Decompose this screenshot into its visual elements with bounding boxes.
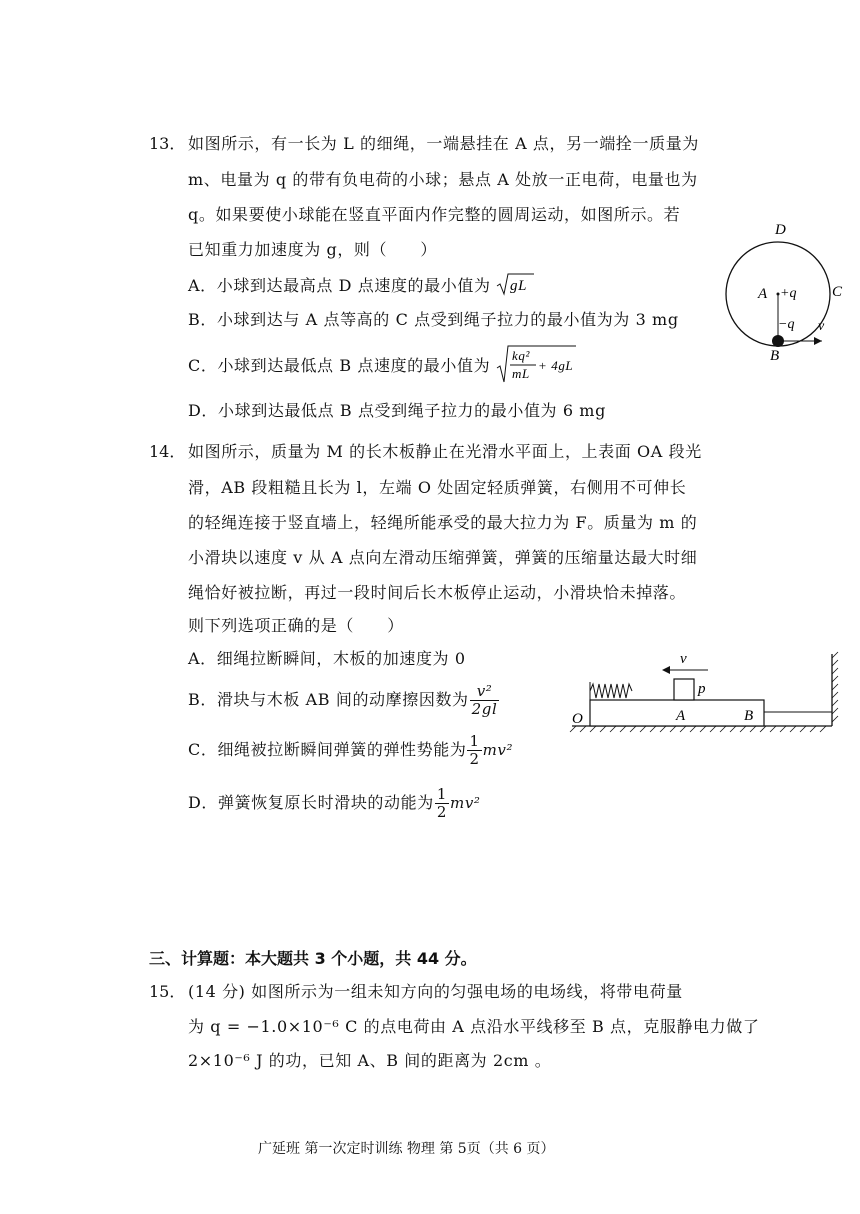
q13-option-b: B．小球到达与 A 点等高的 C 点受到绳子拉力的最小值为为 3 mg — [188, 310, 679, 329]
q13-number: 13． — [149, 134, 186, 153]
q13-line-4: 已知重力加速度为 g，则（ ） — [188, 240, 437, 259]
q13-line-3: q。如果要使小球能在竖直平面内作完整的圆周运动，如图所示。若 — [188, 205, 681, 224]
q14-option-a: A．细绳拉断瞬间，木板的加速度为 0 — [188, 649, 466, 668]
q14-option-d — [188, 786, 481, 821]
sqrt-symbol — [496, 272, 534, 301]
q14-option-b-den: 2gl — [471, 700, 498, 718]
q14-option-c-den: 2 — [469, 750, 480, 768]
q14-line-6: 则下列选项正确的是（ ） — [188, 616, 404, 635]
q14-line-4: 小滑块以速度 v 从 A 点向左滑动压缩弹簧，弹簧的压缩量达最大时细 — [188, 548, 698, 567]
q13-option-c — [188, 344, 576, 389]
q15-line-2: 为 q = −1.0×10⁻⁶ C 的点电荷由 A 点沿水平线移至 B 点，克服静电力做了 — [188, 1017, 760, 1036]
label-o: O — [572, 711, 583, 727]
q15-line-3: 2×10⁻⁶ J 的功，已知 A、B 间的距离为 2cm 。 — [188, 1051, 552, 1070]
q13-option-d: D．小球到达最低点 B 点受到绳子拉力的最小值为 6 mg — [188, 401, 606, 420]
section-heading: 三、计算题：本大题共 3 个小题，共 44 分。 — [149, 949, 477, 968]
fraction — [470, 683, 500, 718]
q14-option-b — [188, 683, 500, 718]
label-minus-q: −q — [778, 317, 795, 332]
q14-line-5: 绳恰好被拉断，再过一段时间后长木板停止运动，小滑块恰未掉落。 — [188, 583, 687, 602]
q13-option-c-num: kq² — [511, 348, 530, 363]
q15-number: 15． — [149, 982, 186, 1001]
q13-circle-figure — [718, 214, 858, 364]
q13-option-a — [188, 272, 534, 301]
label-a: A — [758, 286, 768, 302]
fraction — [435, 786, 449, 821]
q13-line-1: 如图所示，有一长为 L 的细绳，一端悬挂在 A 点，另一端拴一质量为 — [188, 134, 699, 153]
q14-option-b-num: v² — [470, 683, 500, 701]
q14-option-d-tail: mv² — [450, 794, 481, 812]
sqrt-symbol — [496, 344, 576, 389]
q14-option-d-text: D．弹簧恢复原长时滑块的动能为 — [188, 793, 434, 812]
label-c: C — [832, 284, 843, 300]
page-footer: 广延班 第一次定时训练 物理 第 5页（共 6 页） — [258, 1141, 555, 1157]
label-v: v — [680, 651, 687, 667]
q14-option-b-text: B．滑块与木板 AB 间的动摩擦因数为 — [188, 690, 469, 709]
slider-block — [674, 679, 694, 700]
fraction — [467, 733, 481, 768]
label-d: D — [775, 222, 786, 238]
q14-option-d-den: 2 — [436, 803, 447, 821]
label-a: A — [676, 708, 686, 724]
q13-line-2: m、电量为 q 的带有负电荷的小球；悬点 A 处放一正电荷，电量也为 — [188, 170, 698, 189]
spring — [590, 684, 632, 698]
label-v: v — [818, 319, 825, 334]
q14-option-c — [188, 733, 513, 768]
q14-line-1: 如图所示，质量为 M 的长木板静止在光滑水平面上，上表面 OA 段光 — [188, 442, 702, 461]
q13-option-c-den: mL — [511, 366, 530, 381]
q14-line-3: 的轻绳连接于竖直墙上，轻绳所能承受的最大拉力为 F。质量为 m 的 — [188, 513, 698, 532]
q13-option-c-text: C．小球到达最低点 B 点速度的最小值为 — [188, 356, 491, 375]
q14-option-c-tail: mv² — [482, 741, 514, 759]
q14-line-2: 滑，AB 段粗糙且长为 l，左端 O 处固定轻质弹簧，右侧用不可伸长 — [188, 478, 687, 497]
q14-option-c-num: 1 — [469, 732, 480, 750]
q14-option-d-num: 1 — [436, 785, 447, 803]
label-b: B — [770, 348, 780, 364]
q13-option-a-expr: gL — [510, 278, 528, 294]
q14-board-figure — [568, 648, 840, 738]
q14-option-c-text: C．细绳被拉断瞬间弹簧的弹性势能为 — [188, 740, 467, 759]
label-b: B — [744, 708, 754, 724]
label-plus-q: +q — [780, 286, 797, 301]
q13-option-a-text: A．小球到达最高点 D 点速度的最小值为 — [188, 276, 491, 295]
q13-option-c-tail: + 4gL — [537, 358, 574, 373]
q15-line-1: (14 分) 如图所示为一组未知方向的匀强电场的电场线，将带电荷量 — [188, 982, 683, 1001]
label-p: p — [698, 681, 706, 697]
q14-number: 14． — [149, 442, 186, 461]
